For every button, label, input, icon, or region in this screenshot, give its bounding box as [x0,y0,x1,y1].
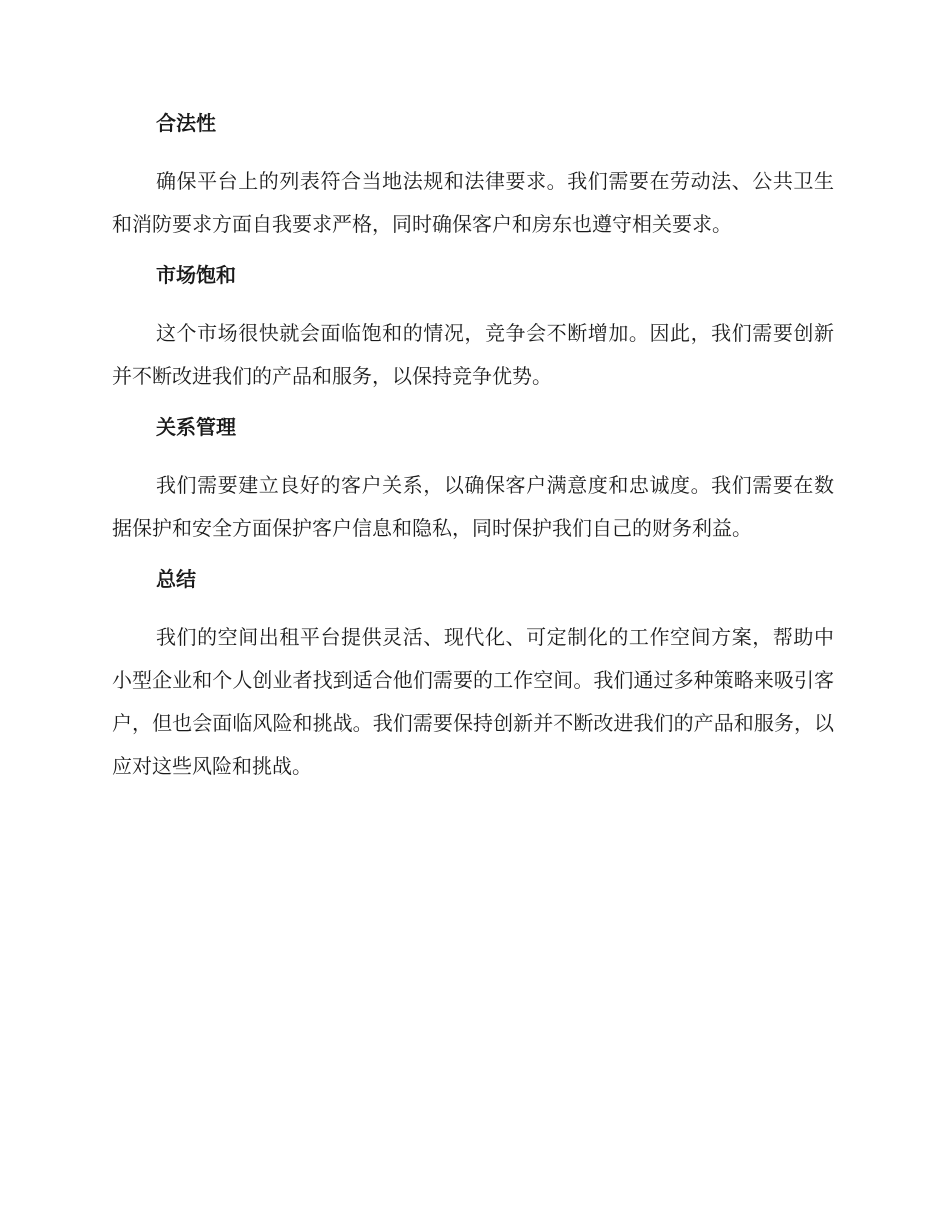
section-paragraph: 我们需要建立良好的客户关系，以确保客户满意度和忠诚度。我们需要在数据保护和安全方面保护客户信息和隐私，同时保护我们自己的财务利益。 [112,473,834,540]
section-relationship-management [112,412,834,564]
section-paragraph: 这个市场很快就会面临饱和的情况，竞争会不断增加。因此，我们需要创新并不断改进我们的产品和服务，以保持竞争优势。 [112,321,834,388]
document-page [112,108,834,788]
section-paragraph: 我们的空间出租平台提供灵活、现代化、可定制化的工作空间方案，帮助中小型企业和个人创业者找到适合他们需要的工作空间。我们通过多种策略来吸引客户，但也会面临风险和挑战。我们需要保持创新并不断改进我们的产品和服务，以应对这些风险和挑战。 [112,625,834,778]
section-summary [112,564,834,788]
section-heading: 总结 [156,567,196,591]
section-heading: 合法性 [156,111,216,135]
section-paragraph: 确保平台上的列表符合当地法规和法律要求。我们需要在劳动法、公共卫生和消防要求方面自我要求严格，同时确保客户和房东也遵守相关要求。 [112,169,834,236]
section-heading: 关系管理 [156,415,236,439]
section-market-saturation [112,260,834,412]
section-heading: 市场饱和 [156,263,236,287]
section-legality [112,108,834,260]
